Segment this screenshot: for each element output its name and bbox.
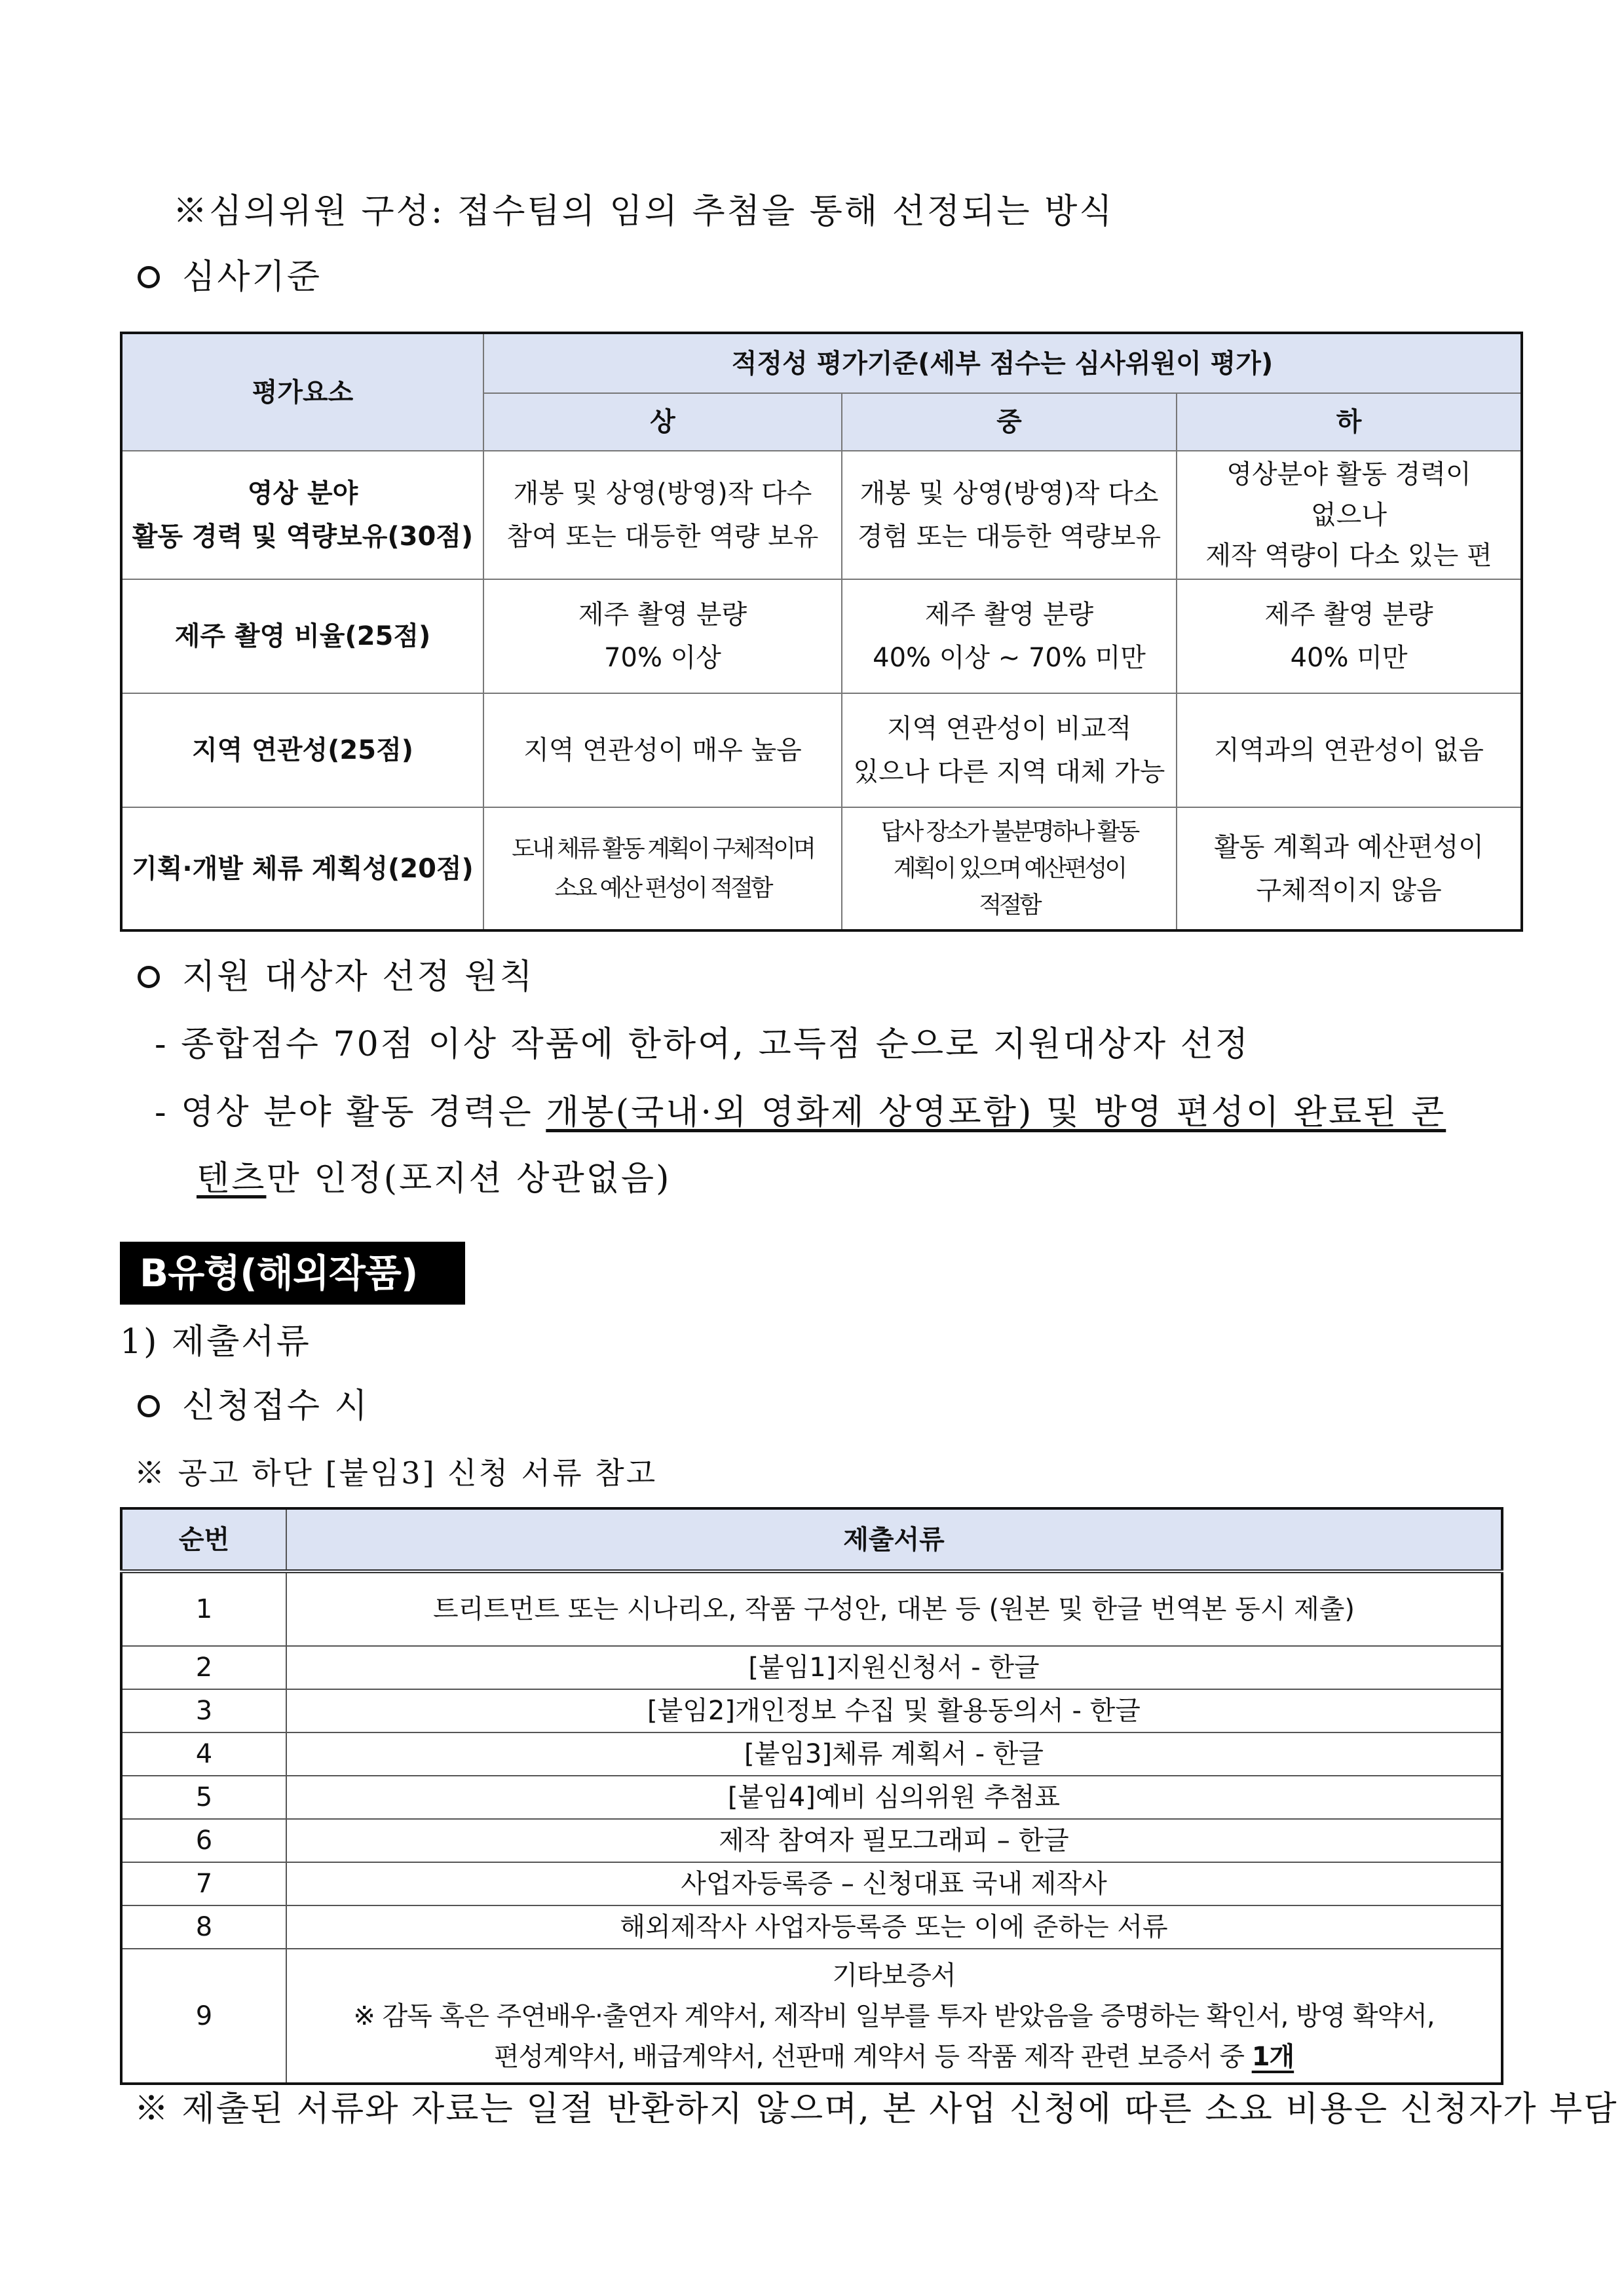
section-apply xyxy=(138,1386,369,1426)
criteria-high: 개봉 및 상영(방영)작 다수 참여 또는 대등한 역량 보유 xyxy=(483,451,842,579)
criteria-high: 지역 연관성이 매우 높음 xyxy=(483,693,842,807)
doc-name: [붙임3]체류 계획서 - 한글 xyxy=(286,1732,1502,1776)
underlined-text: 개봉(국내·외 영화제 상영포함) 및 방영 편성이 완료된 콘 xyxy=(546,1093,1446,1132)
doc-name: [붙임2]개인정보 수집 및 활용동의서 - 한글 xyxy=(286,1689,1502,1732)
underlined-text: 텐츠 xyxy=(197,1159,267,1198)
table-row xyxy=(121,1862,1502,1905)
section-criteria-label: 심사기준 xyxy=(182,258,322,297)
criteria-low: 제주 촬영 분량 40% 미만 xyxy=(1177,579,1522,693)
committee-note: ※심의위원 구성: 접수팀의 임의 추첨을 통해 선정되는 방식 xyxy=(173,192,1114,231)
heading-docs: 1) 제출서류 xyxy=(120,1322,311,1362)
circle-bullet-icon xyxy=(138,966,160,988)
col-element-header: 평가요소 xyxy=(121,333,483,451)
doc-no: 6 xyxy=(121,1819,286,1862)
criteria-low: 지역과의 연관성이 없음 xyxy=(1177,693,1522,807)
criteria-element: 기획·개발 체류 계획성(20점) xyxy=(121,807,483,930)
doc-name: 트리트먼트 또는 시나리오, 작품 구성안, 대본 등 (원본 및 한글 번역본 동시 제출) xyxy=(286,1571,1502,1646)
criteria-table xyxy=(120,332,1523,932)
level-mid-header: 중 xyxy=(842,393,1177,451)
table-row xyxy=(121,1689,1502,1732)
criteria-low: 활동 계획과 예산편성이 구체적이지 않음 xyxy=(1177,807,1522,930)
doc-no: 1 xyxy=(121,1571,286,1646)
circle-bullet-icon xyxy=(138,266,160,288)
criteria-mid: 개봉 및 상영(방영)작 다소 경험 또는 대등한 역량보유 xyxy=(842,451,1177,579)
level-low-header: 하 xyxy=(1177,393,1522,451)
section-selection xyxy=(138,957,535,997)
table-row xyxy=(121,1646,1502,1689)
criteria-element: 지역 연관성(25점) xyxy=(121,693,483,807)
criteria-element: 제주 촬영 비율(25점) xyxy=(121,579,483,693)
table-row xyxy=(121,451,1522,579)
table-row xyxy=(121,1732,1502,1776)
section-criteria xyxy=(138,257,322,297)
doc-name: [붙임4]예비 심의위원 추첨표 xyxy=(286,1776,1502,1819)
doc-name: 해외제작사 사업자등록증 또는 이에 준하는 서류 xyxy=(286,1905,1502,1949)
table-row xyxy=(121,1776,1502,1819)
criteria-element: 영상 분야 활동 경력 및 역량보유(30점) xyxy=(121,451,483,579)
circle-bullet-icon xyxy=(138,1395,160,1417)
doc-name: 사업자등록증 – 신청대표 국내 제작사 xyxy=(286,1862,1502,1905)
doc-no: 2 xyxy=(121,1646,286,1689)
section-badge-b: B유형(해외작품) xyxy=(120,1242,465,1305)
doc-no: 4 xyxy=(121,1732,286,1776)
col-doc-header: 제출서류 xyxy=(286,1508,1502,1571)
table-row xyxy=(121,1571,1502,1646)
table-row xyxy=(121,1949,1502,2084)
col-standard-header: 적정성 평가기준(세부 점수는 심사위원이 평가) xyxy=(483,333,1522,393)
criteria-mid: 답사 장소가 불분명하나 활동 계획이 있으며 예산편성이 적절함 xyxy=(842,807,1177,930)
bottom-note: ※ 제출된 서류와 자료는 일절 반환하지 않으며, 본 사업 신청에 따른 소요 비용은 신청자가 부담 xyxy=(134,2090,1618,2129)
doc-no: 7 xyxy=(121,1862,286,1905)
table-row xyxy=(121,1905,1502,1949)
table-row xyxy=(121,1819,1502,1862)
apply-note: ※ 공고 하단 [붙임3] 신청 서류 참고 xyxy=(134,1455,658,1491)
emphasis-count: 1개 xyxy=(1251,2041,1294,2072)
doc-no: 3 xyxy=(121,1689,286,1732)
criteria-high: 도내 체류 활동 계획이 구체적이며 소요 예산 편성이 적절함 xyxy=(483,807,842,930)
selection-item: - 종합점수 70점 이상 작품에 한하여, 고득점 순으로 지원대상자 선정 xyxy=(155,1025,1251,1064)
doc-no: 8 xyxy=(121,1905,286,1949)
selection-item-2-cont: 텐츠만 인정(포지션 상관없음) xyxy=(197,1159,671,1198)
criteria-mid: 제주 촬영 분량 40% 이상 ~ 70% 미만 xyxy=(842,579,1177,693)
col-no-header: 순번 xyxy=(121,1508,286,1571)
table-row xyxy=(121,807,1522,930)
criteria-high: 제주 촬영 분량 70% 이상 xyxy=(483,579,842,693)
selection-item-2: - 영상 분야 활동 경력은 개봉(국내·외 영화제 상영포함) 및 방영 편성이 완료된 콘 xyxy=(155,1093,1446,1132)
table-row xyxy=(121,579,1522,693)
docs-table xyxy=(120,1507,1503,2085)
criteria-mid: 지역 연관성이 비교적 있으나 다른 지역 대체 가능 xyxy=(842,693,1177,807)
doc-name: 기타보증서 ※ 감독 혹은 주연배우·출연자 계약서, 제작비 일부를 투자 받았음을 증명하는 확인서, 방영 확약서, 편성계약서, 배급계약서, 선판매 계약서 등 작품 제작 관련 보증서 중 1개 xyxy=(286,1949,1502,2084)
section-apply-label: 신청접수 시 xyxy=(182,1387,369,1426)
doc-no: 5 xyxy=(121,1776,286,1819)
criteria-low: 영상분야 활동 경력이 없으나 제작 역량이 다소 있는 편 xyxy=(1177,451,1522,579)
doc-name: [붙임1]지원신청서 - 한글 xyxy=(286,1646,1502,1689)
section-selection-label: 지원 대상자 선정 원칙 xyxy=(182,957,535,997)
doc-name: 제작 참여자 필모그래피 – 한글 xyxy=(286,1819,1502,1862)
doc-no: 9 xyxy=(121,1949,286,2084)
table-row xyxy=(121,693,1522,807)
level-high-header: 상 xyxy=(483,393,842,451)
